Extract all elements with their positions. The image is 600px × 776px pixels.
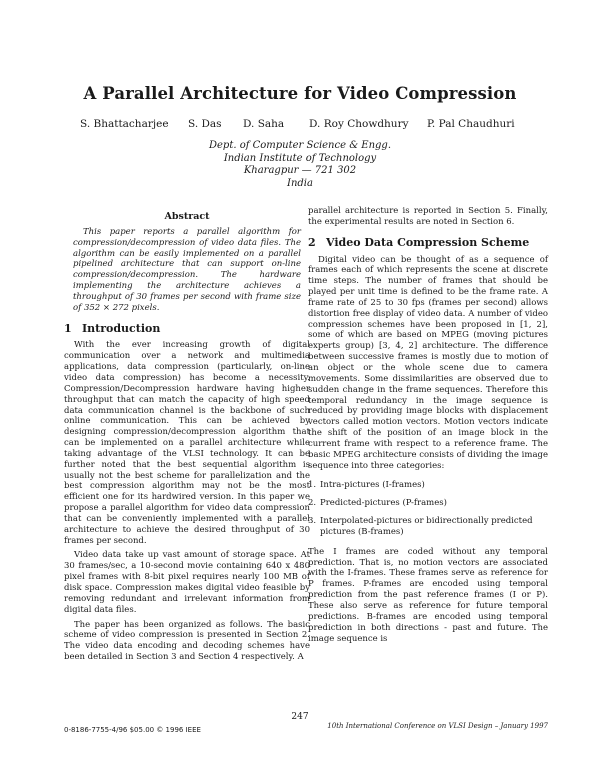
section-heading: [308, 235, 548, 249]
body-paragraph: With the ever increasing growth of digital communication over a network and multimedia applications, data compression (particularly, on-line video data compression) has become a necessity. Compression/Decompression hardware having higher throughput that can match the capacity of high speed data communication channel is the backbone of such online communication. This can be achieved by designing compression/decompression algorithm that can be implemented on a parallel architecture while taking advantage of the VLSI technology. It can be further noted that the best sequential algorithm is usually not the best scheme for parallelization and the best compression algorithm may not be the most efficient one for its hardwired version. In this paper we propose a parallel algorithm for video data compression that can be conveniently implemented with a parallel architecture to achieve the desired throughput of 30 frames per second.: [64, 340, 310, 546]
left-column: [64, 212, 310, 667]
frame-category-list: [308, 480, 548, 537]
abstract-heading: Abstract: [164, 211, 210, 222]
affiliation-line: Kharagpur — 721 302: [243, 165, 357, 176]
list-number: 2.: [308, 498, 317, 509]
list-item: [308, 498, 548, 509]
abstract-text: This paper reports a parallel algorithm for compression/decompression of video data files. The algorithm can be easily implemented on a parallel pipelined architecture that can support on-line compression/decompression. The hardware implementing the architecture achieves a throughput of 30 frames per second with frame size of 352 × 272 pixels.: [73, 226, 301, 313]
page-number: 247: [291, 712, 309, 722]
list-text: Predicted-pictures (P-frames): [320, 498, 447, 509]
author: S. Bhattacharjee: [80, 118, 169, 130]
section-title: Video Data Compression Scheme: [326, 235, 530, 249]
affiliation-line: Dept. of Computer Science & Engg.: [208, 140, 391, 151]
author-list: [0, 118, 600, 132]
section-title: Introduction: [82, 321, 161, 335]
affiliation-line: India: [287, 177, 313, 189]
body-paragraph: The paper has been organized as follows. The basic scheme of video compression is presented in Section 2. The video data encoding and decoding schemes have been detailed in Section 3 and Section 4 respectively. A: [64, 619, 310, 663]
section-number: 2: [308, 235, 316, 249]
list-text: Interpolated-pictures or bidirectionally predicted pictures (B-frames): [320, 516, 533, 537]
author: S. Das: [188, 118, 222, 130]
copyright-line: 0-8186-7755-4/96 $05.00 © 1996 IEEE: [64, 726, 201, 734]
affiliation-line: Indian Institute of Technology: [223, 152, 377, 164]
list-text: Intra-pictures (I-frames): [320, 480, 425, 491]
body-paragraph: parallel architecture is reported in Section 5. Finally, the experimental results are noted in Section 6.: [308, 206, 548, 227]
list-item: [308, 516, 548, 538]
body-paragraph: The I frames are coded without any temporal prediction. That is, no motion vectors are associated with the I-frames. These frames serve as reference for P frames. P-frames are encoded using temporal prediction from the past reference frames (I or P). These also serve as reference for future temporal predictions. B-frames are encoded using temporal prediction in both directions - past and future. The image sequence is: [308, 546, 548, 644]
author: P. Pal Chaudhuri: [427, 118, 515, 130]
right-column: [308, 206, 548, 648]
list-number: 3.: [308, 516, 317, 527]
author: D. Saha: [243, 118, 285, 130]
affiliation: [0, 140, 600, 190]
list-number: 1.: [308, 480, 317, 491]
section-heading: [64, 321, 310, 335]
body-paragraph: Digital video can be thought of as a sequence of frames each of which represents the scene at discrete time steps. The number of frames that should be played per unit time is defined to be the frame rate. A frame rate of 25 to 30 fps (frames per second) allows distortion free display of video data. A number of video compression schemes have been proposed in [1, 2], some of which are based on MPEG (moving pictures experts group) [3, 4, 2] architecture. The difference between successive frames is mostly due to motion of an object or the whole scene due to camera movements. Some dissimilarities are observed due to sudden change in the frame sequences. Therefore this temporal redundancy in the image sequence is reduced by providing image blocks with displacement vectors called motion vectors. Motion vectors indicate the shift of the position of an image block in the current frame with respect to a reference frame. The basic MPEG architecture consists of dividing the image sequence into three categories:: [308, 254, 548, 471]
section-number: 1: [64, 321, 72, 335]
conference-line: 10th International Conference on VLSI Design – January 1997: [327, 722, 548, 730]
author: D. Roy Chowdhury: [309, 118, 409, 130]
list-item: [308, 480, 548, 491]
paper-title: A Parallel Architecture for Video Compression: [83, 84, 517, 103]
body-paragraph: Video data take up vast amount of storage space. At 30 frames/sec, a 10-second movie containing 640 x 480 pixel frames with 8-bit pixel requires nearly 100 MB of disk space. Compression makes digital video feasible by removing redundant and irrelevant information from digital data files.: [64, 550, 310, 615]
